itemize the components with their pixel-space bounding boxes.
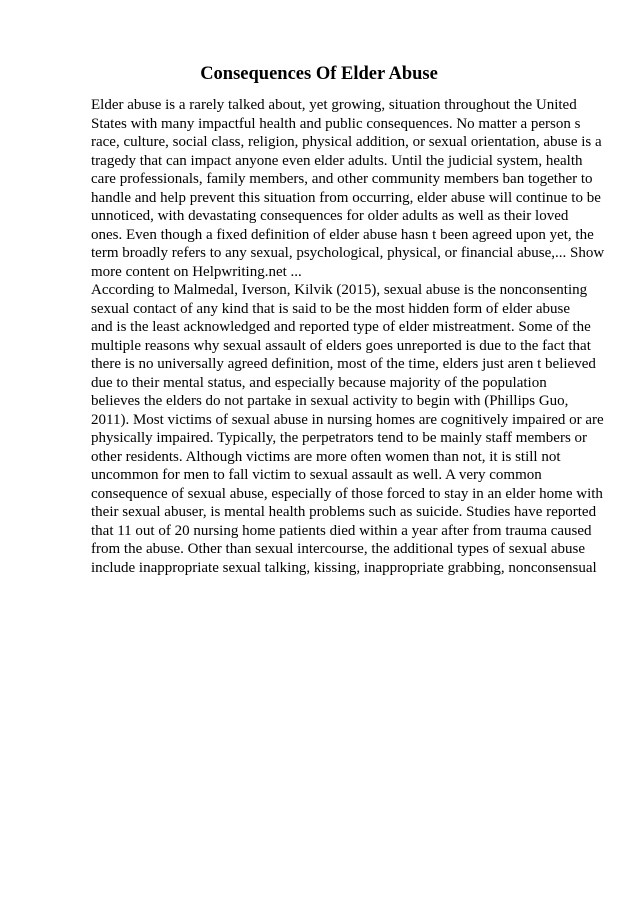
body-line: from the abuse. Other than sexual intercourse, the additional types of sexual abuse	[91, 541, 586, 557]
body-line: uncommon for men to fall victim to sexual assault as well. A very common	[91, 467, 542, 483]
body-line: 2011). Most victims of sexual abuse in nursing homes are cognitively impaired or are	[91, 411, 604, 428]
body-line: term broadly refers to any sexual, psychological, physical, or financial abuse,... Show	[91, 245, 605, 261]
body-line: tragedy that can impact anyone even elder adults. Until the judicial system, health	[91, 152, 583, 169]
body-line: and is the least acknowledged and reported type of elder mistreatment. Some of the	[91, 319, 591, 335]
document-body	[91, 96, 611, 577]
body-line: there is no universally agreed definition, most of the time, elders just aren t believed	[91, 356, 596, 372]
body-line: unnoticed, with devastating consequences for older adults as well as their loved	[91, 208, 569, 224]
body-line: ones. Even though a fixed definition of elder abuse hasn t been agreed upon yet, the	[91, 226, 594, 243]
body-line: multiple reasons why sexual assault of elders goes unreported is due to the fact that	[91, 337, 591, 354]
document-title: Consequences Of Elder Abuse	[200, 64, 438, 84]
body-line: their sexual abuser, is mental health problems such as suicide. Studies have reported	[91, 504, 597, 520]
body-line: According to Malmedal, Iverson, Kilvik (2015), sexual abuse is the nonconsenting	[91, 282, 588, 298]
body-line: more content on Helpwriting.net ...	[91, 263, 302, 280]
body-line: due to their mental status, and especially because majority of the population	[91, 374, 547, 391]
body-line: care professionals, family members, and other community members ban together to	[91, 171, 593, 187]
body-line: Elder abuse is a rarely talked about, yet growing, situation throughout the United	[91, 97, 577, 113]
body-line: race, culture, social class, religion, physical addition, or sexual orientation, abuse is a	[91, 134, 602, 150]
body-line: include inappropriate sexual talking, kissing, inappropriate grabbing, nonconsensual	[91, 559, 597, 576]
body-line: believes the elders do not partake in sexual activity to begin with (Phillips Guo,	[91, 393, 569, 409]
body-line: physically impaired. Typically, the perpetrators tend to be mainly staff members or	[91, 430, 588, 446]
body-line: States with many impactful health and public consequences. No matter a person s	[91, 115, 581, 132]
body-line: other residents. Although victims are more often women than not, it is still not	[91, 448, 561, 465]
body-line: handle and help prevent this situation from occurring, elder abuse will continue to be	[91, 189, 601, 206]
body-line: consequence of sexual abuse, especially of those forced to stay in an elder home with	[91, 485, 603, 502]
body-line: that 11 out of 20 nursing home patients died within a year after from trauma caused	[91, 522, 592, 539]
body-line: sexual contact of any kind that is said to be the most hidden form of elder abuse	[91, 300, 571, 317]
